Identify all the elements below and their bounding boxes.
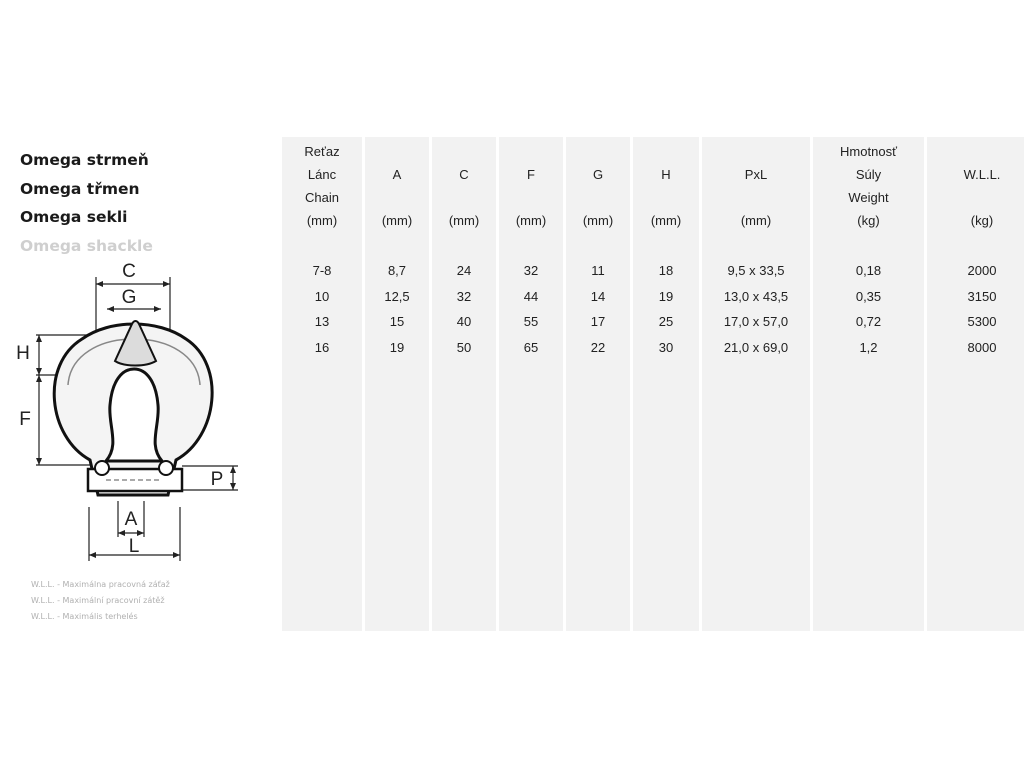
header-unit: (mm) xyxy=(650,213,682,228)
header-unit: (mm) xyxy=(381,213,413,228)
table-cell: 11 xyxy=(591,263,605,278)
title-czech: Omega třmen xyxy=(20,179,140,198)
title-english: Omega shackle xyxy=(20,236,153,255)
table-cell: 25 xyxy=(658,314,674,329)
table-cell: 8,7 xyxy=(387,263,407,278)
table-cell: 18 xyxy=(658,263,674,278)
table-cell: 21,0 x 69,0 xyxy=(723,340,789,355)
label-c: C xyxy=(122,261,136,282)
table-cell: 13 xyxy=(314,314,330,329)
table-cell: 50 xyxy=(456,340,472,355)
product-titles xyxy=(20,148,153,262)
note-slovak: W.L.L. - Maximálna pracovná záťaž xyxy=(31,580,170,589)
header-line: Lánc xyxy=(307,167,337,182)
table-cell: 24 xyxy=(456,263,472,278)
column-header xyxy=(927,137,1024,241)
table-cell: 3150 xyxy=(967,289,997,304)
label-h: H xyxy=(16,343,30,364)
note-czech: W.L.L. - Maximální pracovní zátěž xyxy=(31,596,165,605)
table-cell: 40 xyxy=(456,314,472,329)
header-label: C xyxy=(459,167,469,182)
table-cell: 22 xyxy=(590,340,606,355)
column-body xyxy=(282,244,362,631)
table-cell: 32 xyxy=(523,263,539,278)
table-cell: 16 xyxy=(314,340,330,355)
column-wll xyxy=(927,137,1024,631)
table-cell: 13,0 x 43,5 xyxy=(723,289,789,304)
header-unit: (mm) xyxy=(306,213,338,228)
label-g: G xyxy=(121,287,137,308)
table-cell: 10 xyxy=(314,289,330,304)
header-line: Súly xyxy=(855,167,882,182)
wll-notes xyxy=(31,577,170,625)
header-label: A xyxy=(392,167,402,182)
column-f xyxy=(499,137,563,631)
column-weight xyxy=(813,137,924,631)
table-cell: 32 xyxy=(456,289,472,304)
table-cell: 15 xyxy=(389,314,405,329)
header-line: Weight xyxy=(848,190,889,205)
table-cell: 65 xyxy=(523,340,539,355)
header-label: PxL xyxy=(744,167,768,182)
table-cell: 12,5 xyxy=(384,289,410,304)
column-header xyxy=(282,137,362,241)
header-unit: (mm) xyxy=(515,213,547,228)
column-header xyxy=(813,137,924,241)
shackle-drawing xyxy=(10,255,270,575)
column-body xyxy=(432,244,496,631)
header-line: Chain xyxy=(305,190,339,205)
column-a xyxy=(365,137,429,631)
column-header xyxy=(499,137,563,241)
table-cell: 19 xyxy=(389,340,405,355)
column-chain xyxy=(282,137,362,631)
label-a: A xyxy=(124,509,138,530)
column-header xyxy=(702,137,810,241)
header-line: Reťaz xyxy=(304,144,340,159)
header-label: F xyxy=(527,167,535,182)
table-cell: 44 xyxy=(523,289,539,304)
table-cell: 0,18 xyxy=(855,263,882,278)
column-pxl xyxy=(702,137,810,631)
table-cell: 17 xyxy=(590,314,606,329)
table-cell: 8000 xyxy=(967,340,997,355)
table-cell: 0,35 xyxy=(855,289,882,304)
column-body xyxy=(499,244,563,631)
table-cell: 9,5 x 33,5 xyxy=(727,263,785,278)
column-body xyxy=(813,244,924,631)
column-body xyxy=(633,244,699,631)
shackle-diagram xyxy=(10,255,270,575)
header-line: Hmotnosť xyxy=(840,144,897,159)
column-c xyxy=(432,137,496,631)
title-hungarian: Omega sekli xyxy=(20,208,128,226)
table-cell: 1,2 xyxy=(859,340,878,355)
title-slovak: Omega strmeň xyxy=(20,151,149,169)
table-cell: 5300 xyxy=(967,314,997,329)
header-unit: (kg) xyxy=(970,213,994,228)
header-unit: (kg) xyxy=(857,213,880,228)
header-unit: (mm) xyxy=(582,213,614,228)
header-unit: (mm) xyxy=(448,213,480,228)
label-f: F xyxy=(19,409,31,430)
column-header xyxy=(365,137,429,241)
header-label: G xyxy=(592,167,604,182)
table-cell: 7-8 xyxy=(312,263,332,278)
column-body xyxy=(702,244,810,631)
column-header xyxy=(432,137,496,241)
header-unit: (mm) xyxy=(740,213,772,228)
column-g xyxy=(566,137,630,631)
label-l: L xyxy=(128,536,140,557)
header-label: W.L.L. xyxy=(963,167,1001,182)
table-cell: 30 xyxy=(658,340,674,355)
column-body xyxy=(365,244,429,631)
column-header xyxy=(566,137,630,241)
table-cell: 19 xyxy=(658,289,674,304)
label-p: P xyxy=(210,469,224,490)
column-header xyxy=(633,137,699,241)
column-h xyxy=(633,137,699,631)
table-cell: 17,0 x 57,0 xyxy=(723,314,789,329)
table-cell: 0,72 xyxy=(855,314,882,329)
column-body xyxy=(566,244,630,631)
header-label: H xyxy=(661,167,671,182)
table-cell: 2000 xyxy=(967,263,997,278)
column-body xyxy=(927,244,1024,631)
table-cell: 14 xyxy=(590,289,606,304)
table-cell: 55 xyxy=(523,314,539,329)
note-hungarian: W.L.L. - Maximális terhelés xyxy=(31,612,138,621)
